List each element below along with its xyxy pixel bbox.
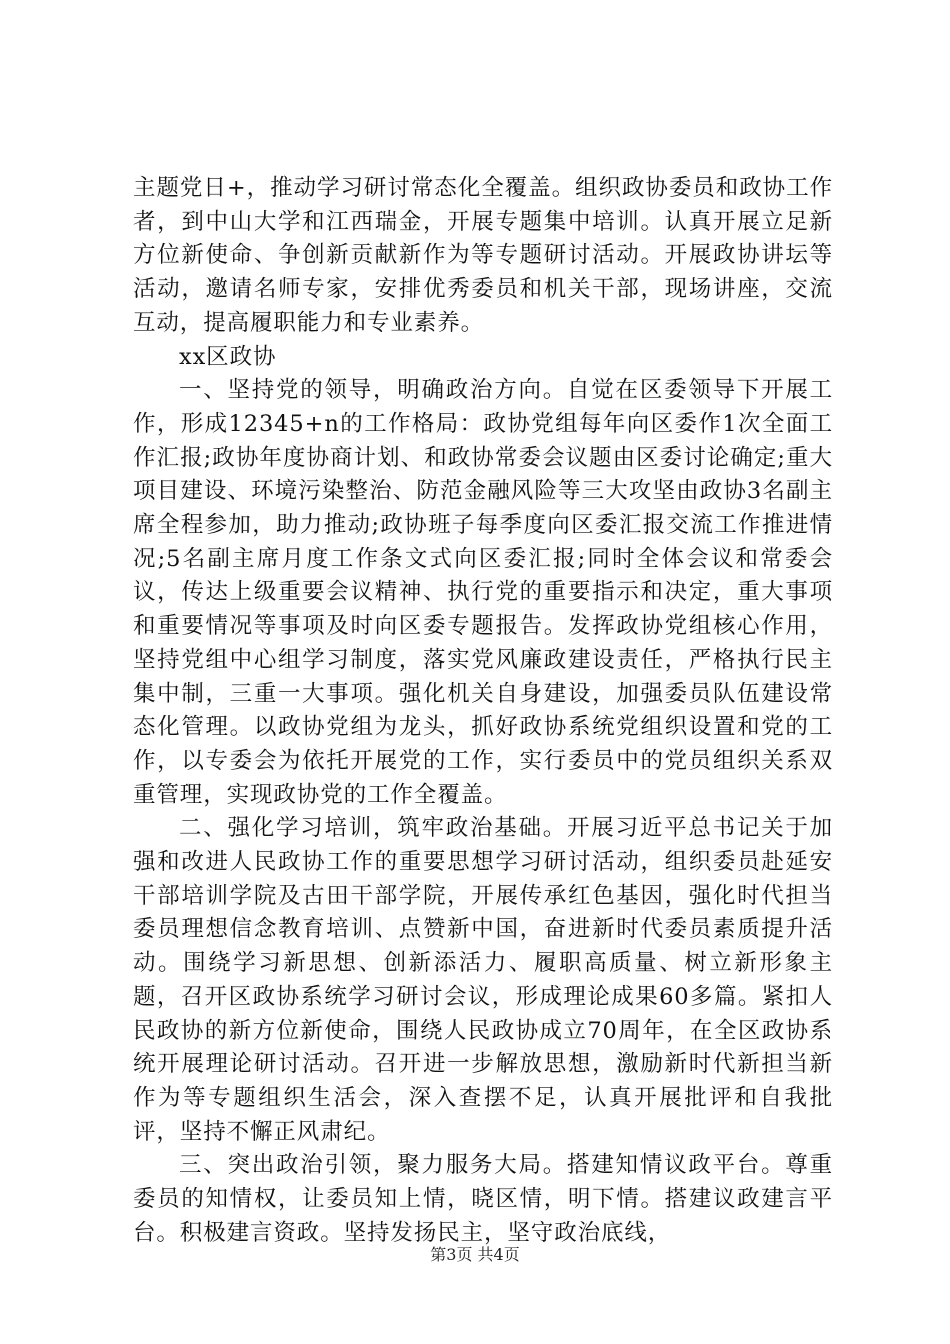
paragraph-section-3: 三、突出政治引领，聚力服务大局。搭建知情议政平台。尊重委员的知情权，让委员知上情，晓区情，明下情。搭建议政建言平台。积极建言资政。坚持发扬民主，坚守政治底线， — [133, 1152, 833, 1246]
paragraph-section-1: 一、坚持党的领导，明确政治方向。自觉在区委领导下开展工作，形成12345+n的工作格局：政协党组每年向区委作1次全面工作汇报;政协年度协商计划、和政协常委会议题由区委讨论确定;重大项目建设、环境污染整治、防范金融风险等三大攻坚由政协3名副主席全程参加，助力推动;政协班子每季度向区委汇报交流工作推进情况;5名副主席月度工作条文式向区委汇报;同时全体会议和常委会议，传达上级重要会议精神、执行党的重要指示和决定，重大事项和重要情况等事项及时向区委专题报告。发挥政协党组核心作用，坚持党组中心组学习制度，落实党风廉政建设责任，严格执行民主集中制，三重一大事项。强化机关自身建设，加强委员队伍建设常态化管理。以政协党组为龙头，抓好政协系统党组织设置和党的工作，以专委会为依托开展党的工作，实行委员中的党员组织关系双重管理，实现政协党的工作全覆盖。 — [133, 377, 833, 808]
paragraph-section-2: 二、强化学习培训，筑牢政治基础。开展习近平总书记关于加强和改进人民政协工作的重要思想学习研讨活动，组织委员赴延安干部培训学院及古田干部学院，开展传承红色基因，强化时代担当委员理想信念教育培训、点赞新中国，奋进新时代委员素质提升活动。围绕学习新思想、创新添活力、履职高质量、树立新形象主题，召开区政协系统学习研讨会议，形成理论成果60多篇。紧扣人民政协的新方位新使命，围绕人民政协成立70周年，在全区政协系统开展理论研讨活动。召开进一步解放思想，激励新时代新担当新作为等专题组织生活会，深入查摆不足，认真开展批评和自我批评，坚持不懈正风肃纪。 — [133, 815, 833, 1145]
section-heading: xx区政协 — [179, 343, 277, 370]
page-number-footer: 第3页 共4页 — [430, 1245, 520, 1264]
document-body — [133, 172, 833, 1251]
paragraph-continuation: 主题党日+，推动学习研讨常态化全覆盖。组织政协委员和政协工作者，到中山大学和江西瑞金，开展专题集中培训。认真开展立足新方位新使命、争创新贡献新作为等专题研讨活动。开展政协讲坛等活动，邀请名师专家，安排优秀委员和机关干部，现场讲座，交流互动，提高履职能力和专业素养。 — [133, 175, 833, 336]
